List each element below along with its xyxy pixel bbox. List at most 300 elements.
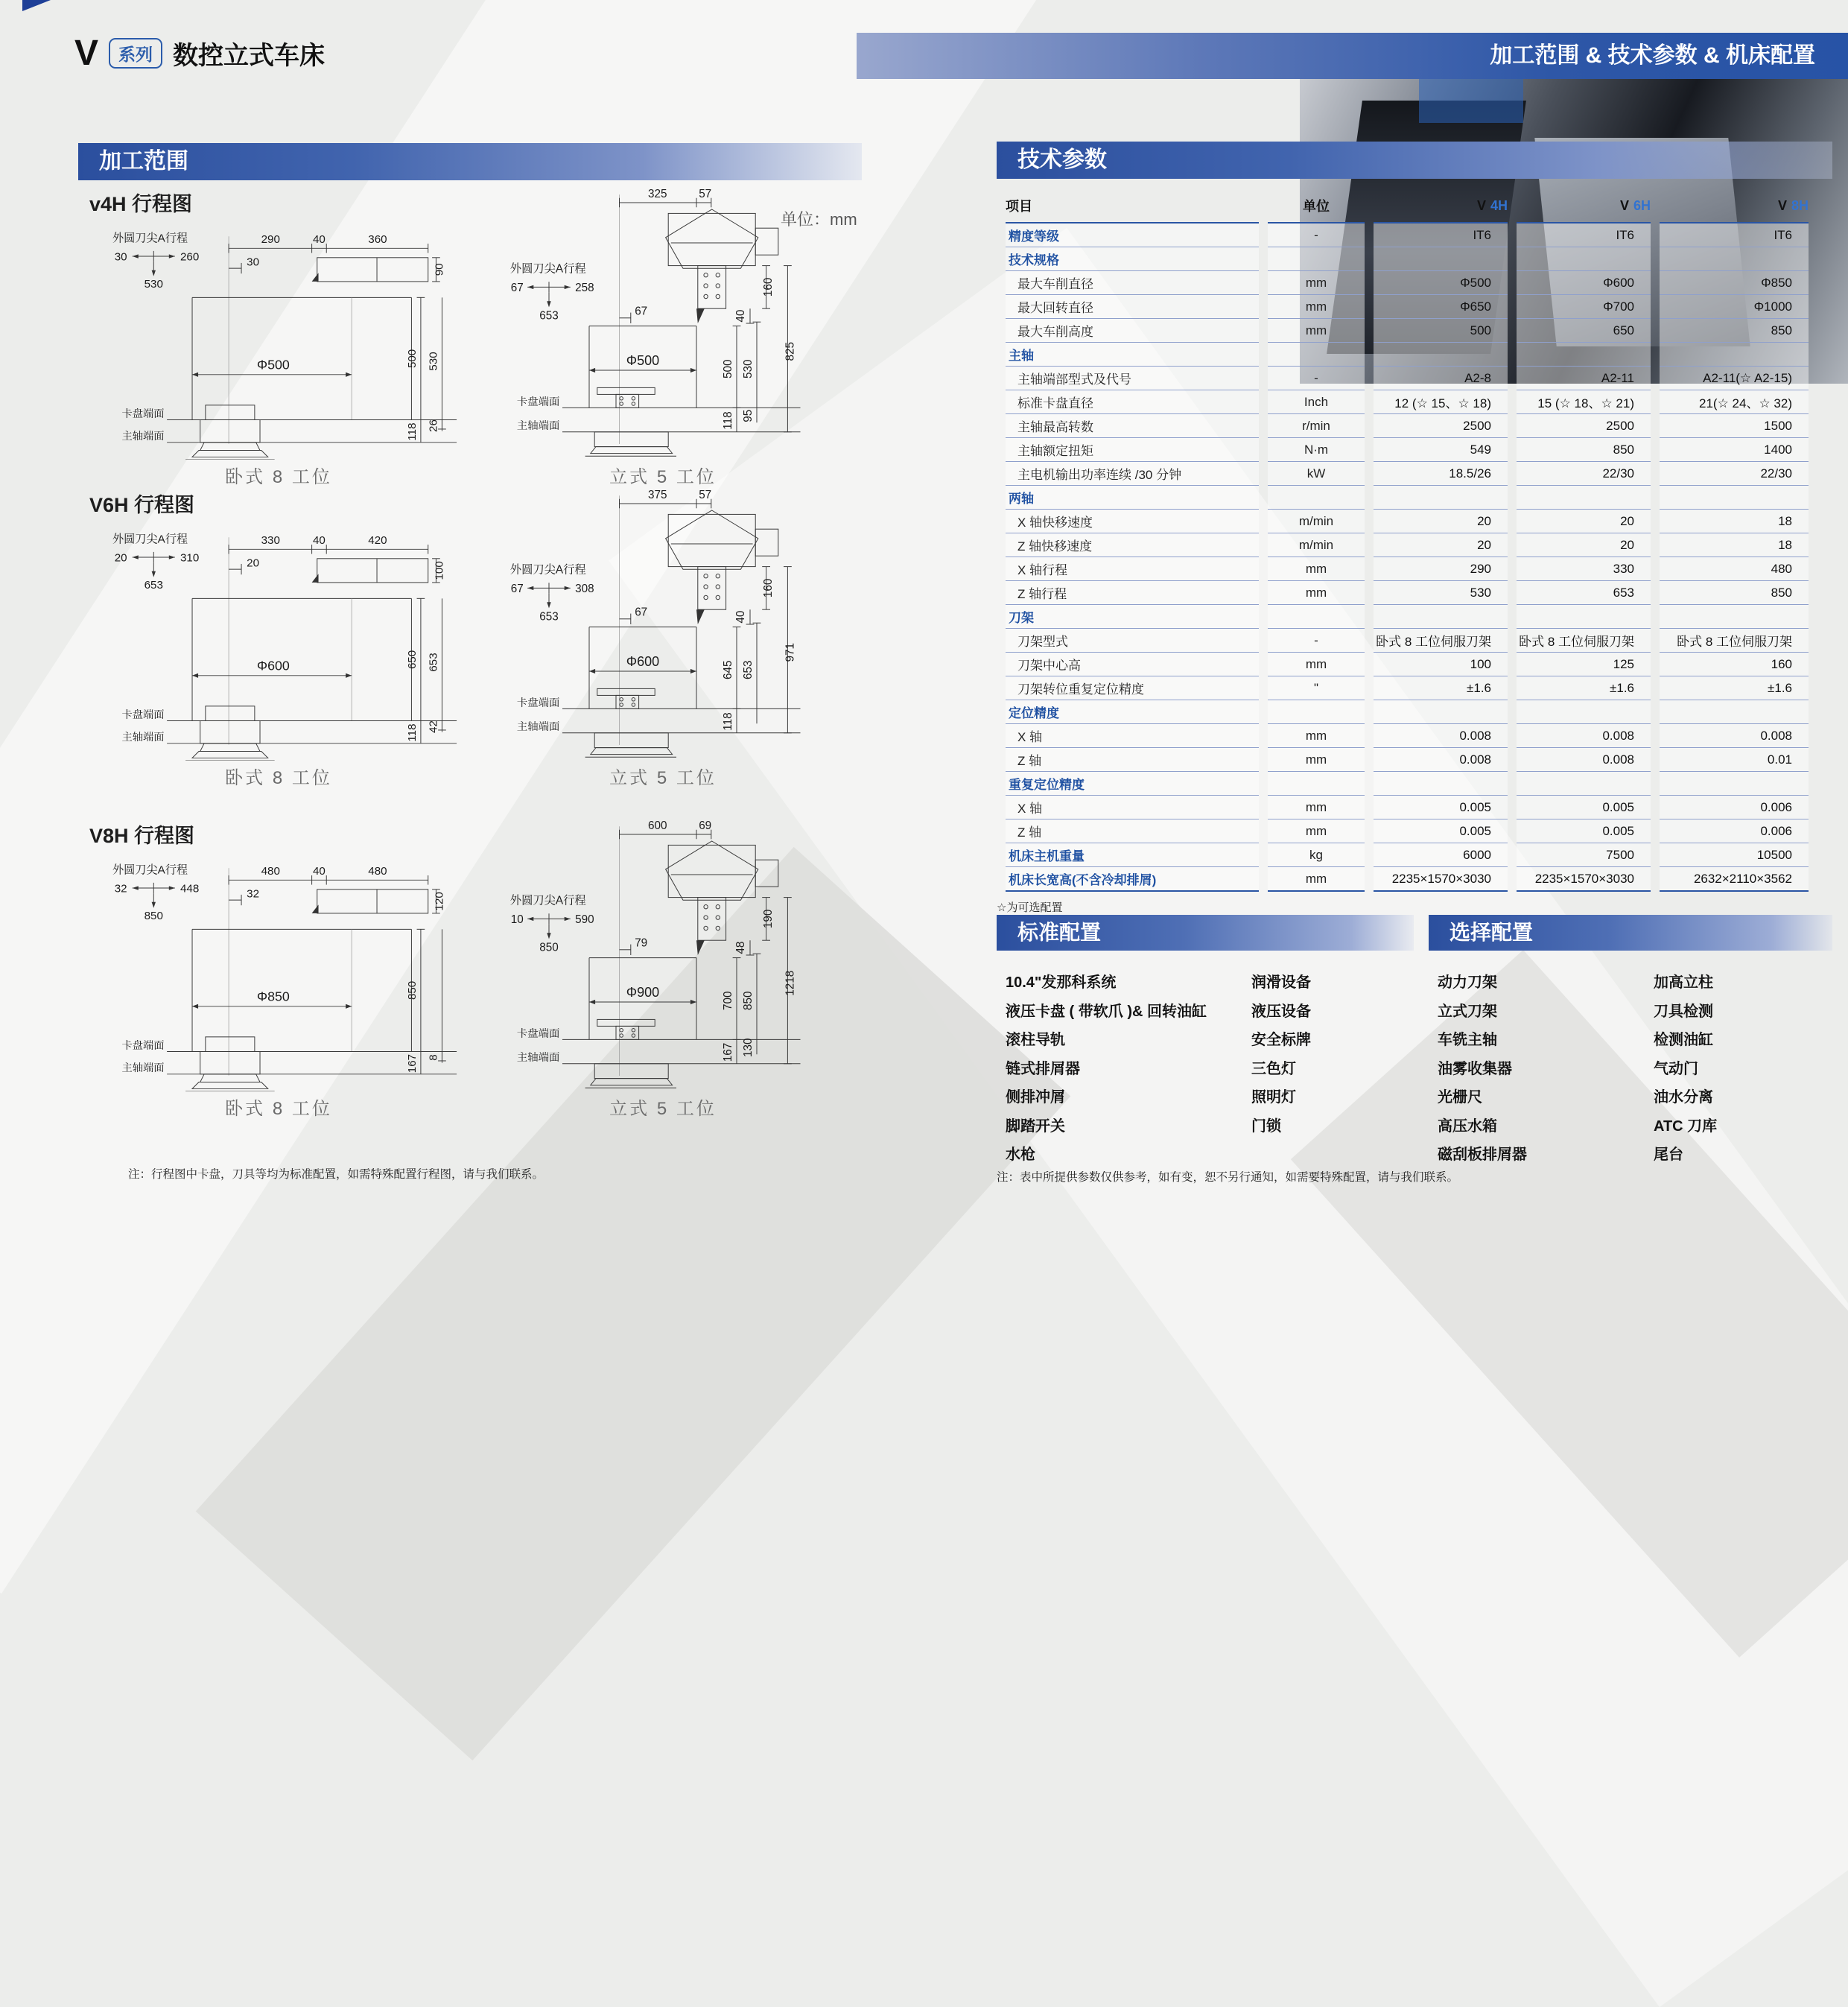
config-item: 气动门: [1654, 1060, 1698, 1077]
stroke-min: 20: [114, 551, 127, 565]
spec-item-label: 机床主机重量: [1006, 843, 1259, 867]
processing-range-header: 加工范围: [78, 143, 862, 180]
spec-value-v6h: 0.005: [1517, 796, 1651, 819]
spec-section-row: [1006, 772, 1809, 796]
spec-unit: -: [1268, 223, 1365, 247]
spec-item-label: 最大车削直径: [1006, 271, 1259, 295]
dim-height3: 971: [784, 643, 797, 662]
dim-height3: 825: [784, 342, 797, 361]
spec-item-label: 刀架转位重复定位精度: [1006, 676, 1259, 700]
spec-table-row: [1006, 867, 1809, 892]
spec-value-v8h: Φ1000: [1660, 295, 1809, 319]
spec-value-v6h: 650: [1517, 319, 1651, 343]
spec-section-row: [1006, 486, 1809, 510]
spec-value-v8h: 0.008: [1660, 724, 1809, 748]
product-name: 数控立式车床: [173, 41, 326, 70]
page-banner: 加工范围 & 技术参数 & 机床配置: [857, 33, 1848, 79]
specs-header: 技术参数: [997, 142, 1832, 179]
spec-value-v4h: 549: [1374, 438, 1508, 462]
spindle-face-label: 主轴端面: [121, 1062, 165, 1075]
spec-value-v8h: 1500: [1660, 414, 1809, 438]
spec-value-v6h: ±1.6: [1517, 676, 1651, 700]
machine-title: v4H 行程图: [89, 193, 193, 215]
spec-value-v6h: 15 (☆ 18、☆ 21): [1517, 390, 1651, 414]
spec-table-row: [1006, 629, 1809, 653]
col-item-header: 项目: [1006, 189, 1259, 223]
spec-value-v4h: 0.005: [1374, 796, 1508, 819]
spec-table-row: [1006, 796, 1809, 819]
stroke-legend-title: 外圆刀尖A行程: [112, 863, 188, 877]
spec-value-v4h: 2500: [1374, 414, 1508, 438]
optional-config-header: 选择配置: [1429, 915, 1832, 951]
diagram-caption: 卧式 8 工位: [225, 467, 332, 487]
spec-table-row: [1006, 319, 1809, 343]
dim-holder: 160: [761, 578, 775, 598]
dim-offset: 32: [247, 887, 260, 901]
spec-table-row: [1006, 843, 1809, 867]
series-letter: V: [74, 33, 99, 73]
model-prefix: V: [1476, 197, 1486, 213]
spec-value-v4h: 530: [1374, 581, 1508, 605]
dim-diameter: Φ900: [626, 984, 660, 1000]
spec-unit: N·m: [1268, 438, 1365, 462]
spec-value-v8h: 1400: [1660, 438, 1809, 462]
model-prefix: V: [1777, 197, 1787, 213]
dim-top3: 480: [368, 865, 387, 878]
spec-table-header-row: [1006, 189, 1809, 223]
vertical-turret-drawing: [495, 477, 831, 758]
spec-section-row: [1006, 605, 1809, 629]
spec-value-v8h: 480: [1660, 557, 1809, 581]
spec-value-v8h: 2632×2110×3562: [1660, 867, 1809, 892]
specs-note: 注：表中所提供参数仅供参考，如有变，恕不另行通知，如需要特殊配置，请与我们联系。: [997, 1171, 1459, 1184]
spec-value-v6h: 653: [1517, 581, 1651, 605]
config-item: 三色灯: [1251, 1060, 1296, 1077]
dim-height3: 1218: [784, 970, 797, 996]
diagram-vertical-turret: [495, 176, 831, 487]
spindle-face-label: 主轴端面: [516, 721, 560, 734]
spec-table-row: [1006, 390, 1809, 414]
spec-table-row: [1006, 748, 1809, 772]
spec-item-label: 主轴额定扭矩: [1006, 438, 1259, 462]
spec-value-v8h: 卧式 8 工位伺服刀架: [1660, 629, 1809, 653]
config-item: 照明灯: [1251, 1089, 1296, 1106]
spec-unit: Inch: [1268, 390, 1365, 414]
optional-config-col2: [1654, 968, 1717, 1170]
dim-bottom1: 118: [405, 422, 419, 441]
config-item: 立式刀架: [1438, 1003, 1497, 1020]
horizontal-turret-drawing: [92, 207, 465, 460]
spec-value-v8h: IT6: [1660, 223, 1809, 247]
spec-table-row: [1006, 510, 1809, 533]
diagram-horizontal-turret: [92, 207, 465, 487]
machine-title: V8H 行程图: [89, 825, 195, 847]
dim-top1: 330: [261, 534, 280, 548]
spec-unit: mm: [1268, 581, 1365, 605]
stroke-diagram-section: [82, 487, 883, 788]
spec-unit: m/min: [1268, 510, 1365, 533]
config-item: 磁刮板排屑器: [1438, 1147, 1527, 1163]
stroke-legend-title: 外圆刀尖A行程: [509, 563, 586, 577]
spec-value-v8h: 18: [1660, 510, 1809, 533]
dim-tip: 48: [734, 941, 747, 954]
spec-table-row: [1006, 676, 1809, 700]
standard-config-col2: [1251, 968, 1311, 1170]
config-item: 液压设备: [1251, 1003, 1311, 1020]
diagram-caption: 卧式 8 工位: [225, 768, 332, 788]
dim-top3: 420: [368, 534, 387, 548]
config-item: 车铣主轴: [1438, 1032, 1497, 1048]
dim-offset: 79: [635, 936, 648, 950]
dim-height1: 850: [405, 980, 419, 1001]
spec-unit: r/min: [1268, 414, 1365, 438]
spec-section-label: 技术规格: [1006, 247, 1259, 271]
configurations: [997, 915, 1832, 1170]
dim-diameter: Φ500: [626, 352, 660, 368]
standard-config-col1: [1006, 968, 1251, 1170]
spec-table-row: [1006, 438, 1809, 462]
dim-top2: 40: [312, 865, 326, 878]
dim-tool-height: 100: [433, 561, 446, 580]
spec-value-v6h: 22/30: [1517, 462, 1651, 486]
col-model-v4h: [1374, 189, 1508, 223]
stroke-max: 310: [180, 551, 200, 565]
spec-value-v8h: 0.01: [1660, 748, 1809, 772]
model-code: 4H: [1490, 197, 1508, 213]
dim-height2: 653: [427, 653, 440, 672]
spec-value-v4h: IT6: [1374, 223, 1508, 247]
dim-top2: 40: [312, 233, 326, 247]
config-item: 安全标牌: [1251, 1032, 1311, 1048]
spec-table: [997, 189, 1817, 892]
spec-section-label: 定位精度: [1006, 700, 1259, 724]
spec-value-v6h: 20: [1517, 533, 1651, 557]
unit-note: 单位：mm: [781, 210, 857, 229]
dim-tool-height: 90: [433, 263, 446, 276]
chuck-face-label: 卡盘端面: [121, 1039, 165, 1052]
dim-bottom1: 118: [721, 712, 734, 731]
spec-unit: mm: [1268, 295, 1365, 319]
spec-value-v8h: A2-11(☆ A2-15): [1660, 367, 1809, 390]
dim-bottom1: 167: [405, 1053, 419, 1074]
spec-item-label: 标准卡盘直径: [1006, 390, 1259, 414]
dim-top2: 57: [699, 488, 712, 501]
config-item: 脚踏开关: [1006, 1117, 1065, 1135]
spec-value-v4h: 0.005: [1374, 819, 1508, 843]
spec-value-v4h: Φ500: [1374, 271, 1508, 295]
spec-table-row: [1006, 557, 1809, 581]
dim-height1: 700: [721, 991, 734, 1010]
spec-value-v6h: 20: [1517, 510, 1651, 533]
dim-bottom2: 42: [427, 720, 440, 733]
spec-section-row: [1006, 343, 1809, 367]
spec-item-label: 最大车削高度: [1006, 319, 1259, 343]
col-unit-header: 单位: [1268, 189, 1365, 223]
dim-holder: 190: [761, 909, 775, 929]
spec-value-v8h: 0.006: [1660, 796, 1809, 819]
spec-value-v6h: 850: [1517, 438, 1651, 462]
spec-item-label: 最大回转直径: [1006, 295, 1259, 319]
dim-bottom2: 26: [427, 419, 440, 432]
model-prefix: V: [1619, 197, 1629, 213]
dim-diameter: Φ500: [256, 357, 290, 372]
spec-item-label: 刀架型式: [1006, 629, 1259, 653]
spindle-face-label: 主轴端面: [121, 431, 165, 443]
stroke-down: 530: [144, 277, 163, 291]
spec-value-v8h: 0.006: [1660, 819, 1809, 843]
spec-value-v4h: 2235×1570×3030: [1374, 867, 1508, 892]
spec-item-label: 刀架中心高: [1006, 653, 1259, 676]
dim-height2: 653: [741, 660, 755, 679]
spec-value-v8h: 18: [1660, 533, 1809, 557]
dim-height2: 850: [741, 991, 755, 1010]
page-header: [74, 27, 325, 79]
diagram-caption: 卧式 8 工位: [225, 1099, 332, 1119]
dim-top1: 375: [648, 488, 667, 501]
spec-value-v6h: 0.008: [1517, 748, 1651, 772]
stroke-diagram-section: [82, 186, 883, 487]
stroke-max: 590: [575, 913, 594, 926]
dim-bottom2: 95: [741, 409, 755, 422]
spec-item-label: 主电机输出功率连续 /30 分钟: [1006, 462, 1259, 486]
spec-footnote: ☆为可选配置: [997, 901, 1063, 914]
standard-config-lists: [997, 951, 1414, 1170]
spec-value-v6h: 2235×1570×3030: [1517, 867, 1651, 892]
config-item: 刀具检测: [1654, 1003, 1713, 1020]
dim-top1: 600: [648, 819, 667, 832]
stroke-max: 260: [180, 250, 200, 264]
dim-bottom2: 8: [427, 1054, 440, 1061]
spec-unit: mm: [1268, 867, 1365, 892]
spec-item-label: 精度等级: [1006, 223, 1259, 247]
diagram-horizontal-turret: [92, 839, 465, 1119]
chuck-face-label: 卡盘端面: [516, 697, 560, 709]
stroke-legend-title: 外圆刀尖A行程: [112, 533, 188, 546]
diagram-caption: 立式 5 工位: [609, 768, 717, 788]
spec-table-row: [1006, 367, 1809, 390]
dim-top1: 325: [648, 187, 667, 200]
model-code: 8H: [1791, 197, 1809, 213]
spec-item-label: Z 轴快移速度: [1006, 533, 1259, 557]
vertical-turret-drawing: [495, 176, 831, 457]
stroke-down: 653: [144, 578, 163, 592]
dim-height1: 500: [721, 359, 734, 378]
stroke-legend-title: 外圆刀尖A行程: [509, 262, 586, 276]
spec-value-v4h: 20: [1374, 533, 1508, 557]
stroke-down: 850: [539, 941, 559, 954]
spec-unit: mm: [1268, 748, 1365, 772]
dim-tip: 40: [734, 610, 747, 624]
spec-item-label: X 轴: [1006, 724, 1259, 748]
config-item: 尾台: [1654, 1147, 1683, 1163]
dim-diameter: Φ850: [256, 989, 290, 1004]
optional-config-col1: [1438, 968, 1654, 1170]
spec-section-row: [1006, 247, 1809, 271]
config-item: 高压水箱: [1438, 1117, 1497, 1135]
spec-table-row: [1006, 462, 1809, 486]
spec-value-v4h: 0.008: [1374, 748, 1508, 772]
stroke-legend-title: 外圆刀尖A行程: [112, 232, 188, 245]
config-item: 动力刀架: [1438, 974, 1497, 991]
stroke-min: 30: [114, 250, 127, 264]
series-badge: 系列: [109, 38, 162, 69]
spec-value-v6h: 125: [1517, 653, 1651, 676]
spec-value-v8h: 21(☆ 24、☆ 32): [1660, 390, 1809, 414]
spec-table-row: [1006, 295, 1809, 319]
chuck-face-label: 卡盘端面: [121, 408, 165, 420]
spec-value-v6h: Φ700: [1517, 295, 1651, 319]
spec-unit: kg: [1268, 843, 1365, 867]
dim-offset: 20: [247, 557, 260, 570]
spec-value-v4h: 100: [1374, 653, 1508, 676]
config-item: 油雾收集器: [1438, 1060, 1512, 1077]
spec-item-label: 主轴最高转数: [1006, 414, 1259, 438]
spec-value-v6h: Φ600: [1517, 271, 1651, 295]
diagram-caption: 立式 5 工位: [609, 467, 717, 487]
dim-height1: 645: [721, 660, 734, 679]
spec-value-v4h: 500: [1374, 319, 1508, 343]
config-item: 侧排冲屑: [1006, 1089, 1065, 1106]
spec-table-row: [1006, 724, 1809, 748]
dim-bottom2: 130: [741, 1038, 755, 1057]
spec-table-row: [1006, 533, 1809, 557]
standard-config-header: 标准配置: [997, 915, 1414, 951]
chuck-face-label: 卡盘端面: [516, 1027, 560, 1040]
spec-value-v4h: 0.008: [1374, 724, 1508, 748]
spec-value-v4h: 卧式 8 工位伺服刀架: [1374, 629, 1508, 653]
spec-table-row: [1006, 414, 1809, 438]
spec-unit: mm: [1268, 319, 1365, 343]
spec-unit: mm: [1268, 796, 1365, 819]
dim-top2: 69: [699, 819, 712, 832]
col-model-v6h: [1517, 189, 1651, 223]
config-item: 油水分离: [1654, 1089, 1713, 1106]
stroke-min: 32: [114, 882, 127, 895]
spec-item-label: 机床长宽高(不含冷却排屑): [1006, 867, 1259, 892]
spec-item-label: X 轴行程: [1006, 557, 1259, 581]
spec-unit: mm: [1268, 653, 1365, 676]
spec-unit: -: [1268, 629, 1365, 653]
diagram-caption: 立式 5 工位: [609, 1099, 717, 1119]
technical-specs: [997, 142, 1832, 915]
processing-range-note: 注：行程图中卡盘，刀具等均为标准配置，如需特殊配置行程图，请与我们联系。: [128, 1168, 544, 1181]
stroke-min: 10: [510, 913, 524, 926]
spec-value-v6h: A2-11: [1517, 367, 1651, 390]
spec-value-v4h: 6000: [1374, 843, 1508, 867]
chuck-face-label: 卡盘端面: [516, 396, 560, 408]
dim-top2: 57: [699, 187, 712, 200]
vertical-turret-drawing: [495, 808, 831, 1089]
spec-item-label: X 轴快移速度: [1006, 510, 1259, 533]
spec-unit: mm: [1268, 819, 1365, 843]
spec-section-label: 两轴: [1006, 486, 1259, 510]
config-item: 链式排屑器: [1006, 1060, 1080, 1077]
spec-value-v4h: 12 (☆ 15、☆ 18): [1374, 390, 1508, 414]
spec-unit: mm: [1268, 557, 1365, 581]
spec-section-row: [1006, 700, 1809, 724]
spec-value-v8h: 850: [1660, 581, 1809, 605]
dim-tool-height: 120: [433, 892, 446, 911]
dim-diameter: Φ600: [256, 658, 290, 673]
stroke-down: 653: [539, 610, 559, 624]
dim-holder: 160: [761, 277, 775, 297]
dim-top1: 290: [261, 233, 280, 247]
stroke-legend-title: 外圆刀尖A行程: [509, 894, 586, 907]
dim-offset: 67: [635, 305, 648, 318]
stroke-down: 653: [539, 309, 559, 323]
config-item: 加高立柱: [1654, 974, 1713, 991]
spec-unit: m/min: [1268, 533, 1365, 557]
chuck-face-label: 卡盘端面: [121, 708, 165, 721]
dim-height2: 530: [741, 359, 755, 378]
spec-table-row: [1006, 653, 1809, 676]
spec-section-label: 重复定位精度: [1006, 772, 1259, 796]
standard-config-panel: [997, 915, 1414, 1170]
stroke-diagrams: [82, 186, 883, 1170]
spec-value-v6h: IT6: [1517, 223, 1651, 247]
config-item: 滚柱导轨: [1006, 1032, 1065, 1048]
spec-unit: ": [1268, 676, 1365, 700]
dim-tip: 40: [734, 309, 747, 323]
spec-value-v6h: 0.008: [1517, 724, 1651, 748]
spec-value-v4h: 20: [1374, 510, 1508, 533]
stroke-max: 258: [575, 281, 594, 294]
spec-unit: -: [1268, 367, 1365, 390]
stroke-max: 308: [575, 582, 594, 595]
stroke-min: 67: [510, 281, 524, 294]
spindle-face-label: 主轴端面: [121, 732, 165, 744]
config-item: 10.4"发那科系统: [1006, 974, 1117, 991]
spec-value-v6h: 330: [1517, 557, 1651, 581]
spec-value-v8h: 160: [1660, 653, 1809, 676]
col-model-v8h: [1660, 189, 1809, 223]
diagram-horizontal-turret: [92, 508, 465, 788]
dim-bottom1: 118: [405, 723, 419, 742]
config-item: 门锁: [1251, 1117, 1281, 1135]
spec-value-v6h: 0.005: [1517, 819, 1651, 843]
config-item: 润滑设备: [1251, 974, 1311, 991]
spec-table-row: [1006, 223, 1809, 247]
spec-value-v8h: ±1.6: [1660, 676, 1809, 700]
stroke-min: 67: [510, 582, 524, 595]
spec-value-v4h: Φ650: [1374, 295, 1508, 319]
spec-value-v4h: ±1.6: [1374, 676, 1508, 700]
spec-value-v4h: A2-8: [1374, 367, 1508, 390]
dim-top2: 40: [312, 534, 326, 548]
horizontal-turret-drawing: [92, 508, 465, 761]
diagram-vertical-turret: [495, 477, 831, 788]
dim-bottom1: 118: [721, 411, 734, 430]
spindle-face-label: 主轴端面: [516, 420, 560, 433]
spec-value-v6h: 2500: [1517, 414, 1651, 438]
dim-bottom1: 167: [721, 1042, 734, 1062]
spindle-face-label: 主轴端面: [516, 1052, 560, 1065]
spec-value-v8h: Φ850: [1660, 271, 1809, 295]
spec-item-label: 主轴端部型式及代号: [1006, 367, 1259, 390]
spec-item-label: Z 轴: [1006, 819, 1259, 843]
config-item: 光栅尺: [1438, 1089, 1482, 1106]
spec-value-v6h: 卧式 8 工位伺服刀架: [1517, 629, 1651, 653]
config-item: 检测油缸: [1654, 1032, 1713, 1048]
spec-section-label: 主轴: [1006, 343, 1259, 367]
spec-unit: mm: [1268, 271, 1365, 295]
dim-top1: 480: [261, 865, 280, 878]
spec-unit: kW: [1268, 462, 1365, 486]
config-item: ATC 刀库: [1654, 1117, 1718, 1135]
spec-value-v8h: 22/30: [1660, 462, 1809, 486]
spec-unit: mm: [1268, 724, 1365, 748]
diagram-vertical-turret: [495, 808, 831, 1119]
